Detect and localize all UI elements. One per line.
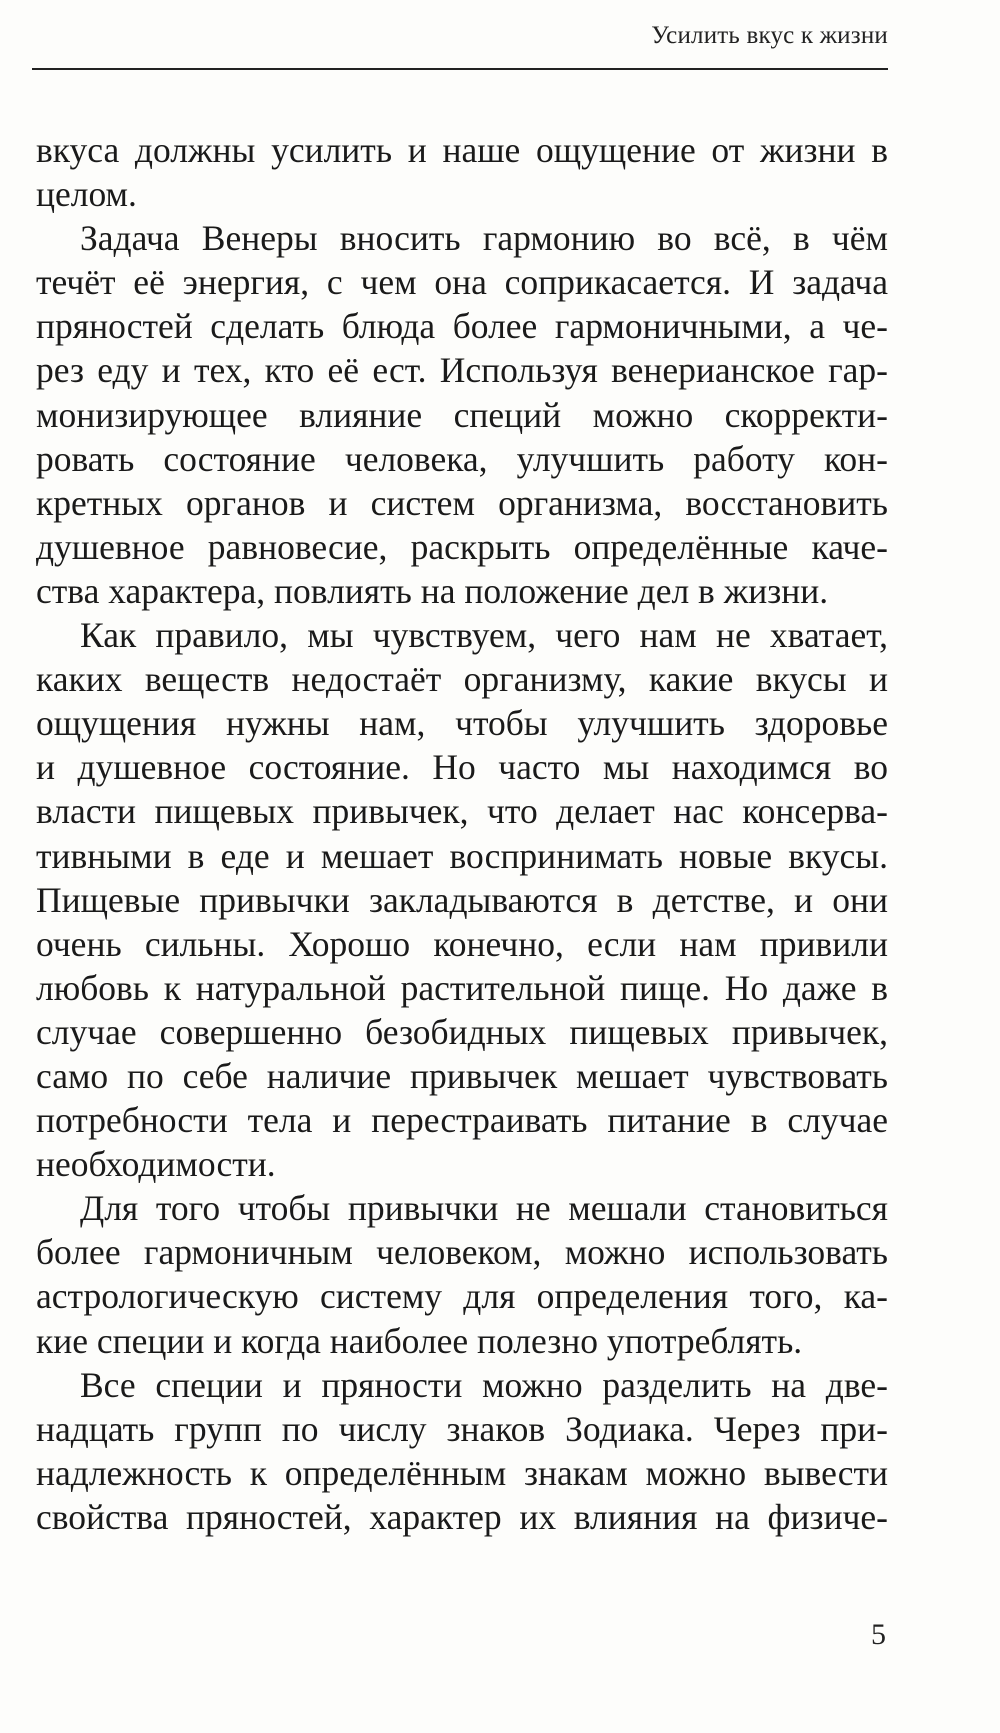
text-line: кие специи и когда наиболее полезно употреблять. [36, 1320, 803, 1361]
text-line: само по себе наличие привычек мешает чувствовать [36, 1055, 888, 1096]
text-line: пряностей сделать блюда более гармоничными, а че- [36, 306, 888, 347]
text-line: Все специи и пряности можно разделить на две- [80, 1364, 888, 1405]
text-line: ощущения нужны нам, чтобы улучшить здоровье [36, 703, 888, 744]
text-line: власти пищевых привычек, что делает нас консерва- [36, 791, 888, 832]
text-line: любовь к натуральной растительной пище. Но даже в [36, 967, 888, 1008]
text-line: течёт её энергия, с чем она соприкасается. И задача [36, 262, 888, 303]
text-line: необходимости. [36, 1144, 276, 1185]
text-line: душевное равновесие, раскрыть определённые каче- [36, 526, 888, 567]
text-line: свойства пряностей, характер их влияния на физиче- [36, 1496, 888, 1537]
text-line: Как правило, мы чувствуем, чего нам не хватает, [80, 615, 888, 656]
running-head: Усилить вкус к жизни [651, 22, 888, 49]
text-line: астрологическую систему для определения того, ка- [36, 1276, 888, 1317]
text-line: и душевное состояние. Но часто мы находимся во [36, 747, 888, 788]
text-line: Пищевые привычки закладываются в детстве, и они [36, 879, 888, 920]
text-line: кретных органов и систем организма, восстановить [36, 482, 888, 523]
text-line: целом. [36, 174, 137, 215]
text-line: вкуса должны усилить и наше ощущение от жизни в [36, 130, 888, 170]
text-line: надлежность к определённым знакам можно вывести [36, 1452, 888, 1493]
page-number: 5 [871, 1618, 886, 1651]
text-line: очень сильны. Хорошо конечно, если нам привили [36, 923, 888, 964]
text-line: Для того чтобы привычки не мешали становиться [80, 1188, 888, 1229]
text-line: потребности тела и перестраивать питание в случае [36, 1100, 888, 1141]
text-line: рез еду и тех, кто её ест. Используя венерианское гар- [36, 350, 888, 391]
text-line: каких веществ недостаёт организму, какие вкусы и [36, 659, 888, 700]
text-line: ства характера, повлиять на положение дел в жизни. [36, 570, 829, 611]
text-line: Задача Венеры вносить гармонию во всё, в чём [80, 218, 888, 259]
header-rule [32, 68, 888, 70]
text-line: ровать состояние человека, улучшить работу кон- [36, 438, 888, 479]
text-line: надцать групп по числу знаков Зодиака. Через при- [36, 1408, 888, 1449]
text-line: более гармоничным человеком, можно использовать [36, 1232, 888, 1273]
text-line: случае совершенно безобидных пищевых привычек, [36, 1011, 888, 1052]
text-line: монизирующее влияние специй можно скорректи- [36, 394, 888, 435]
text-line: тивными в еде и мешает воспринимать новые вкусы. [36, 835, 888, 876]
body-text [36, 128, 888, 1539]
